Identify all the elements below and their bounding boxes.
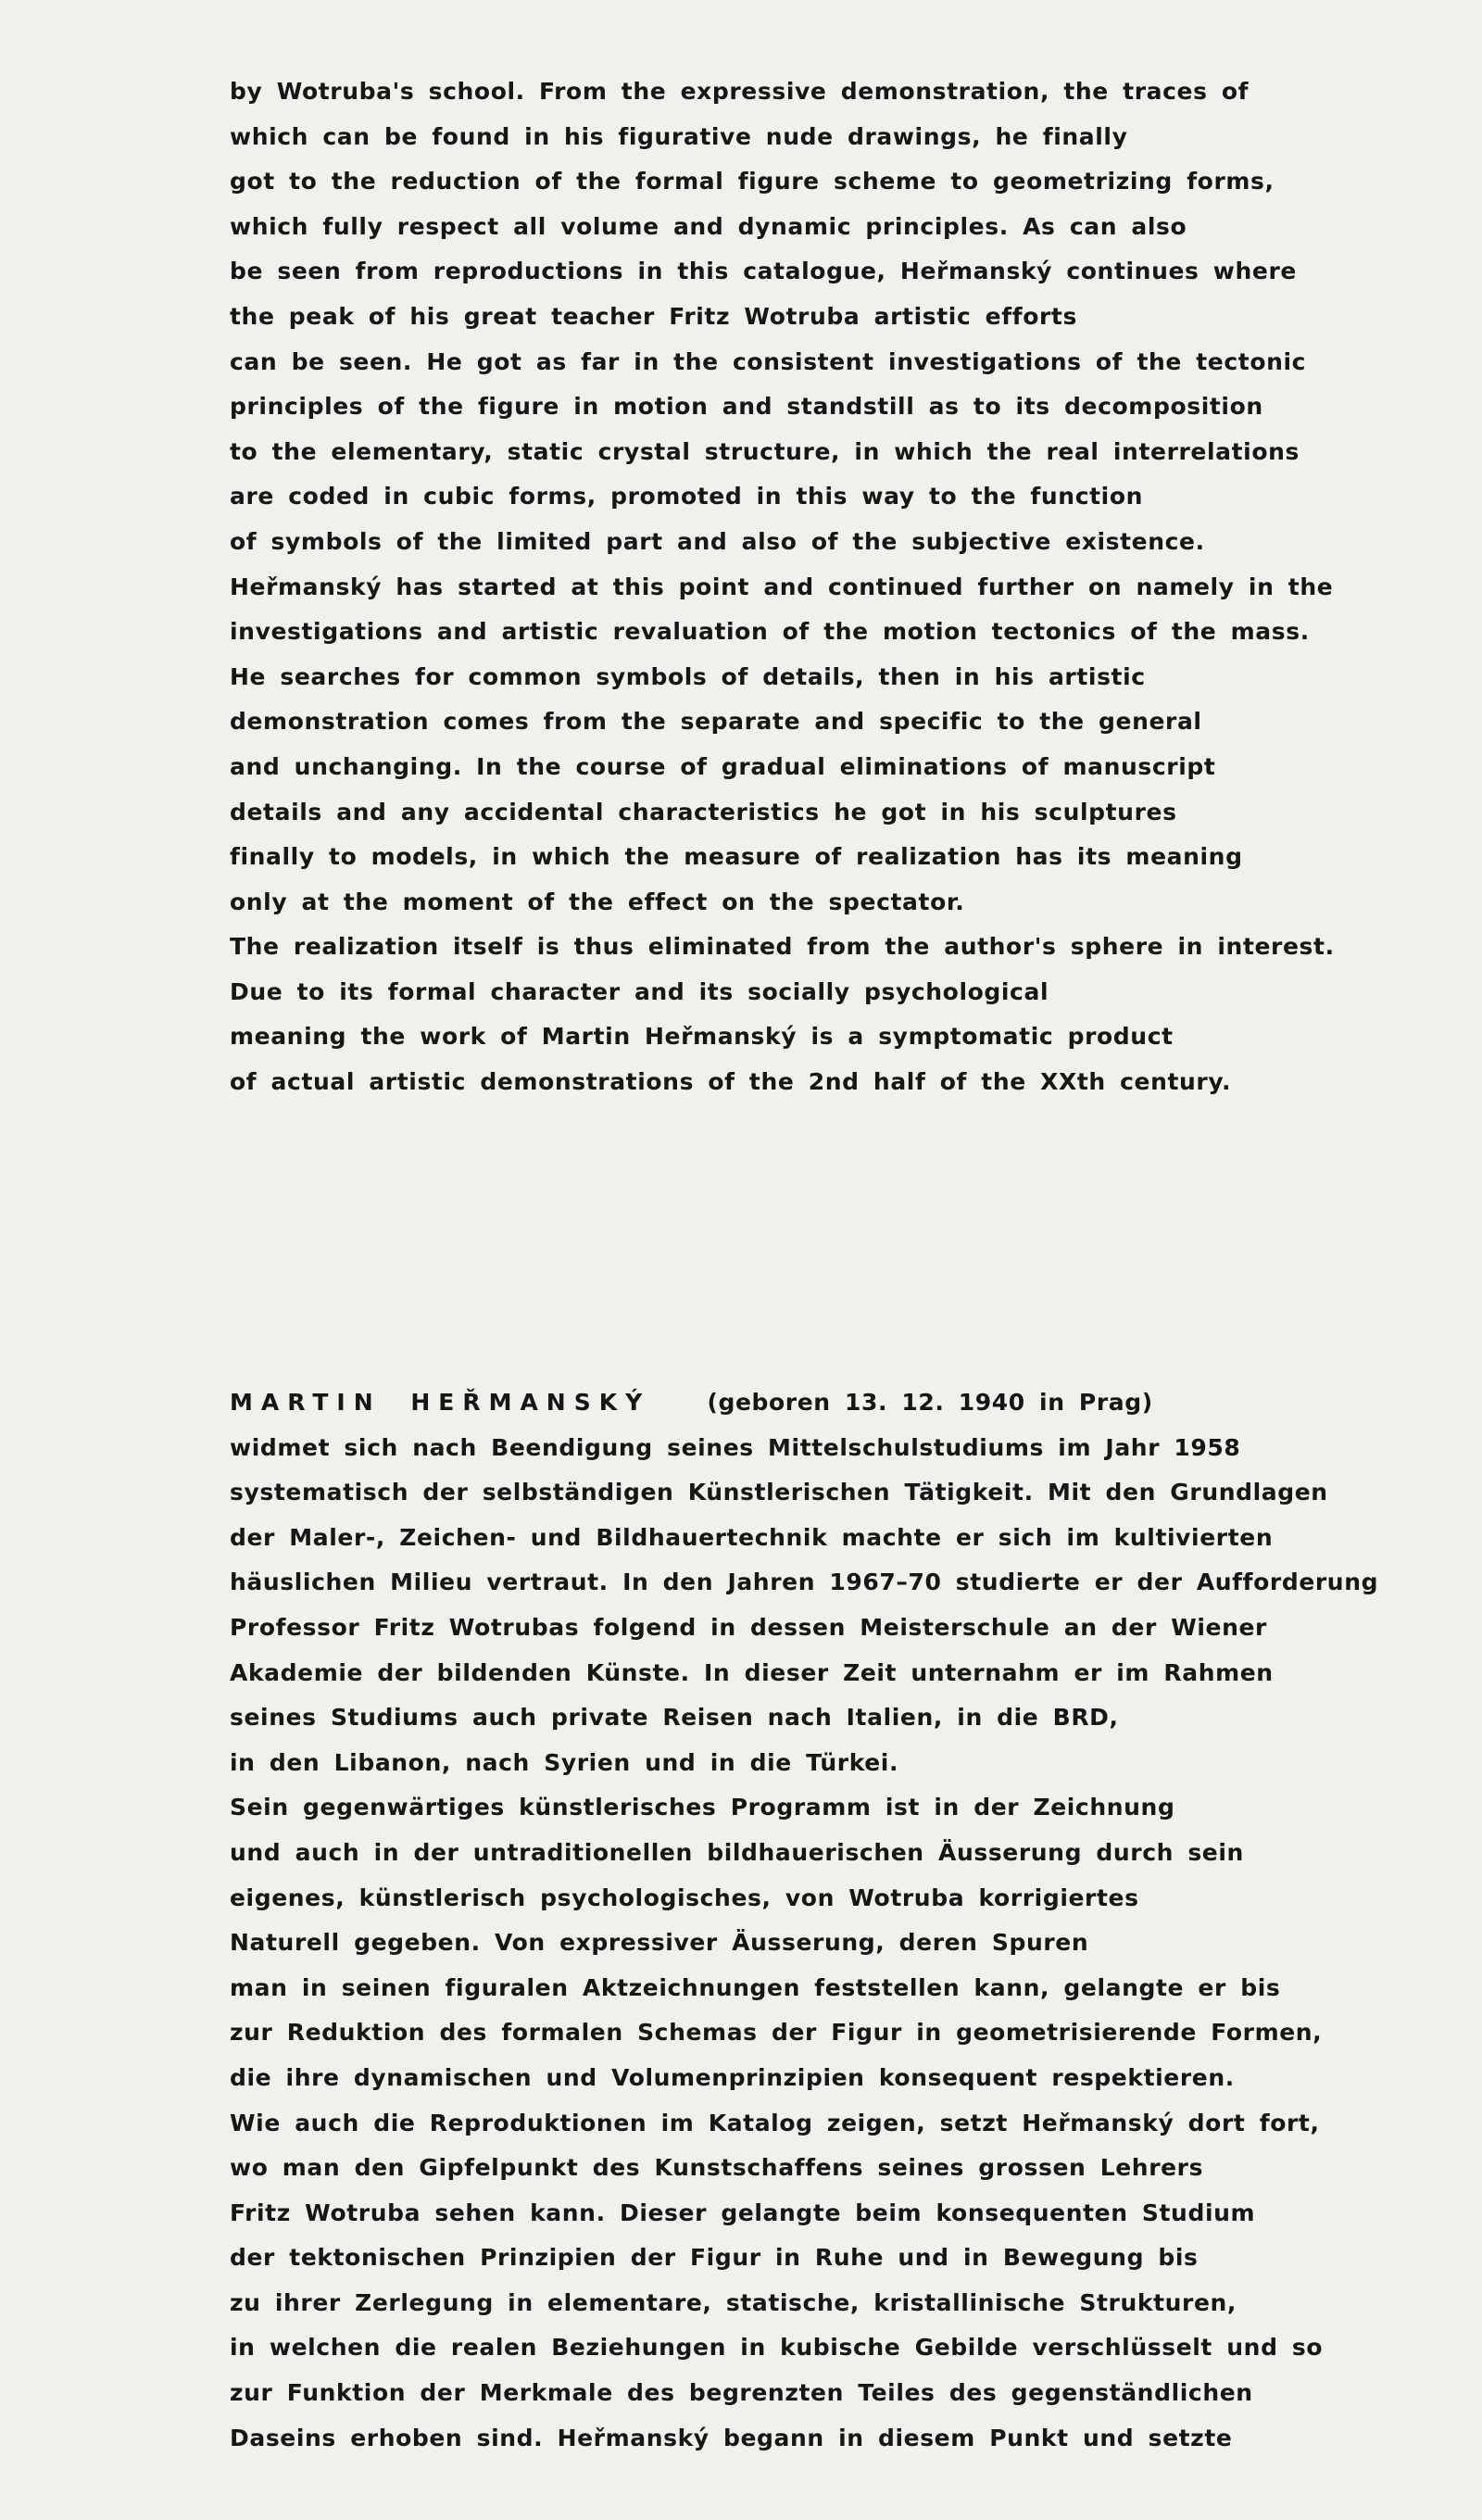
english-line: got to the reduction of the formal figure scheme to geometrizing forms, <box>230 168 1275 195</box>
german-line: der Maler-, Zeichen- und Bildhauertechnik machte er sich im kultivierten <box>230 1523 1274 1551</box>
german-line: Naturell gegeben. Von expressiver Äusserung, deren Spuren <box>230 1929 1089 1957</box>
german-line: Akademie der bildenden Künste. In dieser Zeit unternahm er im Rahmen <box>230 1658 1274 1686</box>
english-line: of actual artistic demonstrations of the 2nd half of the XXth century. <box>230 1068 1232 1096</box>
english-line: only at the moment of the effect on the spectator. <box>230 888 965 915</box>
english-line: investigations and artistic revaluation of the motion tectonics of the mass. <box>230 618 1310 646</box>
english-line: Due to its formal character and its socially psychological <box>230 977 1049 1005</box>
german-text-block <box>230 1380 1379 2461</box>
english-line: can be seen. He got as far in the consistent investigations of the tectonic <box>230 347 1307 375</box>
english-line: The realization itself is thus eliminated from the author's sphere in interest. <box>230 933 1335 961</box>
german-line: zur Funktion der Merkmale des begrenzten Teiles des gegenständlichen <box>230 2379 1253 2407</box>
german-line: Fritz Wotruba sehen kann. Dieser gelangte beim konsequenten Studium <box>230 2199 1256 2226</box>
german-line: die ihre dynamischen und Volumenprinzipien konsequent respektieren. <box>230 2063 1235 2091</box>
german-line: Professor Fritz Wotrubas folgend in dessen Meisterschule an der Wiener <box>230 1613 1267 1641</box>
english-line: Heřmanský has started at this point and continued further on namely in the <box>230 573 1334 600</box>
german-line: und auch in der untraditionellen bildhauerischen Äusserung durch sein <box>230 1838 1244 1866</box>
english-line: demonstration comes from the separate and specific to the general <box>230 708 1202 736</box>
artist-name-heading: MARTIN HEŘMANSKÝ <box>230 1389 651 1416</box>
german-line: zu ihrer Zerlegung in elementare, statische, kristallinische Strukturen, <box>230 2288 1237 2316</box>
english-line: by Wotruba's school. From the expressive demonstration, the traces of <box>230 78 1250 105</box>
birth-info: (geboren 13. 12. 1940 in Prag) <box>707 1389 1153 1416</box>
german-line: Wie auch die Reproduktionen im Katalog zeigen, setzt Heřmanský dort fort, <box>230 2109 1320 2136</box>
german-line: widmet sich nach Beendigung seines Mittelschulstudiums im Jahr 1958 <box>230 1433 1241 1461</box>
english-line: to the elementary, static crystal structure, in which the real interrelations <box>230 437 1300 465</box>
german-line: wo man den Gipfelpunkt des Kunstschaffens seines grossen Lehrers <box>230 2154 1204 2182</box>
english-line: meaning the work of Martin Heřmanský is a symptomatic product <box>230 1023 1174 1051</box>
german-line: Daseins erhoben sind. Heřmanský begann in diesem Punkt und setzte <box>230 2424 1233 2451</box>
german-line: Sein gegenwärtiges künstlerisches Programm ist in der Zeichnung <box>230 1794 1175 1821</box>
english-line: finally to models, in which the measure of realization has its meaning <box>230 843 1243 871</box>
german-line: in den Libanon, nach Syrien und in die Türkei. <box>230 1748 899 1776</box>
english-line: and unchanging. In the course of gradual eliminations of manuscript <box>230 752 1216 780</box>
german-line: der tektonischen Prinzipien der Figur in Ruhe und in Bewegung bis <box>230 2244 1199 2272</box>
english-line: are coded in cubic forms, promoted in this way to the function <box>230 483 1144 510</box>
english-line: which can be found in his figurative nude drawings, he finally <box>230 122 1128 150</box>
english-line: be seen from reproductions in this catalogue, Heřmanský continues where <box>230 258 1297 285</box>
english-line: details and any accidental characteristics he got in his sculptures <box>230 798 1177 825</box>
german-line: in welchen die realen Beziehungen in kubische Gebilde verschlüsselt und so <box>230 2334 1324 2362</box>
english-line: which fully respect all volume and dynamic principles. As can also <box>230 212 1187 240</box>
german-line: systematisch der selbständigen Künstlerischen Tätigkeit. Mit den Grundlagen <box>230 1479 1328 1506</box>
english-line: principles of the figure in motion and standstill as to its decomposition <box>230 393 1263 421</box>
german-line: häuslichen Milieu vertraut. In den Jahren 1967–70 studierte er der Aufforderung <box>230 1569 1379 1596</box>
english-text-block <box>230 69 1341 1105</box>
english-line: of symbols of the limited part and also of the subjective existence. <box>230 527 1205 555</box>
german-line: zur Reduktion des formalen Schemas der Figur in geometrisierende Formen, <box>230 2019 1323 2047</box>
german-line: eigenes, künstlerisch psychologisches, von Wotruba korrigiertes <box>230 1884 1139 1911</box>
english-line: He searches for common symbols of details, then in his artistic <box>230 662 1146 690</box>
german-line: seines Studiums auch private Reisen nach Italien, in die BRD, <box>230 1704 1119 1732</box>
german-heading <box>230 1380 1341 1426</box>
english-line: the peak of his great teacher Fritz Wotruba artistic efforts <box>230 302 1077 330</box>
german-line: man in seinen figuralen Aktzeichnungen feststellen kann, gelangte er bis <box>230 1973 1281 2001</box>
